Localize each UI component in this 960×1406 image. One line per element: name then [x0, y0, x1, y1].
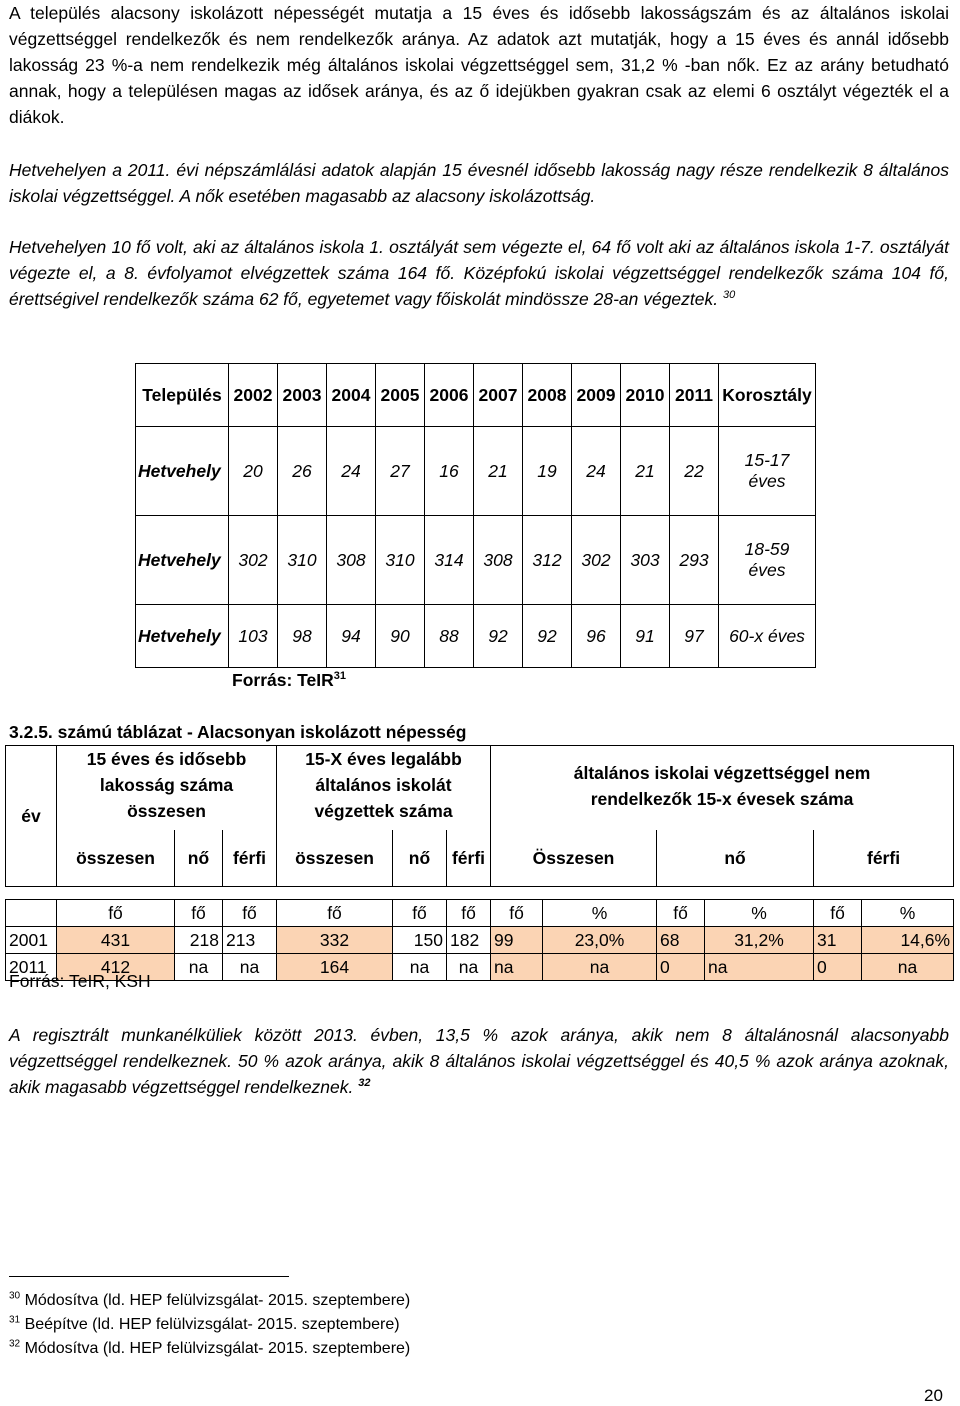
- table1-value: 16: [425, 427, 474, 516]
- table2-year: 2011: [6, 954, 57, 981]
- table2-cell: 218: [175, 927, 223, 954]
- table1-value: 103: [229, 605, 278, 668]
- table1-header-cell: 2008: [523, 364, 572, 427]
- table1-row: [136, 516, 816, 605]
- footnote-31: [9, 1316, 400, 1334]
- education-text: Hetvehelyen 10 fő volt, aki az általános iskola 1. osztályát sem végezte el, 64 fő volt aki az általános iskola 1-7. osztályát végezte el, a 8. évfolyamot elvégzettek száma 164 fő. Középfokú iskolai végzettséggel rendelkezők száma 104 fő, érettségivel rendelkezők száma 62 fő, egyetemet vagy főiskolát mindössze 28-an végeztek.: [9, 237, 949, 309]
- table2-unit: fő: [277, 900, 393, 927]
- table2-cell: 431: [57, 927, 175, 954]
- table1-value: 24: [327, 427, 376, 516]
- table1-age-group: [719, 605, 816, 668]
- unemployment-paragraph: [9, 1022, 949, 1100]
- age-line: éves: [748, 471, 786, 491]
- table2-subheader: férfi: [447, 830, 491, 887]
- table2-subheader: nő: [393, 830, 447, 887]
- table1-value: 27: [376, 427, 425, 516]
- table1-value: 302: [572, 516, 621, 605]
- table2-unit: fő: [175, 900, 223, 927]
- table2-cell: 23,0%: [543, 927, 657, 954]
- age-group-table: [135, 363, 816, 668]
- table2-unit: fő: [657, 900, 705, 927]
- intro-paragraph: A település alacsony iskolázott népességét mutatja a 15 éves és idősebb lakosságszám és az általános iskolai végzettséggel rendelkezők és nem rendelkezők aránya. Az adatok azt mutatják, hogy a 15 éves és annál idősebb lakosság 23 %-a nem rendelkezik még általános iskolai végzettséggel sem, 31,2 % -ban nők. Ez az arány betudható annak, hogy a településen magas az idősek aránya, és az ő idejükben gyakran csak az elemi 6 osztályt végezték el a diákok.: [9, 3, 949, 127]
- table2-cell: 412: [57, 954, 175, 981]
- table1-row: [136, 605, 816, 668]
- table2-data-row: [6, 927, 954, 954]
- age-line: 60-x éves: [729, 625, 805, 646]
- table2-unit: fő: [491, 900, 543, 927]
- table1-settlement: Hetvehely: [136, 516, 229, 605]
- table2-cell: na: [705, 954, 814, 981]
- table1-value: 314: [425, 516, 474, 605]
- table2-subheader: férfi: [223, 830, 277, 887]
- table2-cell: 99: [491, 927, 543, 954]
- table2-unit: %: [543, 900, 657, 927]
- table2-source: Forrás: TeIR, KSH: [9, 971, 151, 991]
- footnote-32: [9, 1340, 410, 1358]
- table2-cell: 332: [277, 927, 393, 954]
- footnote-text: Módosítva (ld. HEP felülvizsgálat- 2015. szeptembere): [24, 1292, 411, 1309]
- table2-unit-empty: [6, 900, 57, 927]
- table2-cell: 164: [277, 954, 393, 981]
- table2-unit: fő: [57, 900, 175, 927]
- table1-header-cell: 2009: [572, 364, 621, 427]
- table1-header-row: [136, 364, 816, 427]
- table1-value: 94: [327, 605, 376, 668]
- table1-header-cell: 2005: [376, 364, 425, 427]
- low-education-table: [5, 745, 954, 981]
- table2-unit: %: [862, 900, 954, 927]
- table1-header-cell: 2002: [229, 364, 278, 427]
- table2-cell: 150: [393, 927, 447, 954]
- census-paragraph: Hetvehelyen a 2011. évi népszámlálási adatok alapján 15 évesnél idősebb lakosság nagy része rendelkezik 8 általános iskolai végzettséggel. A nők esetében magasabb az alacsony iskolázottság.: [9, 160, 949, 206]
- table1-header-cell: Település: [136, 364, 229, 427]
- table1-settlement: Hetvehely: [136, 605, 229, 668]
- table1-value: 21: [621, 427, 670, 516]
- table2-cell: na: [543, 954, 657, 981]
- table2-caption: 3.2.5. számú táblázat - Alacsonyan iskolázott népesség: [9, 722, 467, 742]
- table2-subheader: Összesen: [491, 830, 657, 887]
- table1-header-cell: 2003: [278, 364, 327, 427]
- table1-header-cell: 2010: [621, 364, 670, 427]
- table1-value: 312: [523, 516, 572, 605]
- table1-header-cell: 2006: [425, 364, 474, 427]
- unemployment-text: A regisztrált munkanélküliek között 2013. évben, 13,5 % azok aránya, akik nem 8 általánosnál alacsonyabb végzettséggel rendelkeznek. 50 % azok aránya, akik 8 általános iskolai végzettséggel és 40,5 % azok aránya azoknak, akik magasabb végzettséggel rendelkeznek.: [9, 1025, 949, 1097]
- table2-group-header: általános iskolai végzettséggel nem rendelkezők 15-x évesek száma: [491, 746, 954, 831]
- table2-group-header: 15 éves és idősebb lakosság száma összesen: [57, 746, 277, 831]
- table1-value: 91: [621, 605, 670, 668]
- table1-value: 22: [670, 427, 719, 516]
- age-line: éves: [748, 560, 786, 580]
- table2-cell: 0: [657, 954, 705, 981]
- table2-subheader: összesen: [57, 830, 175, 887]
- table2-year: 2001: [6, 927, 57, 954]
- footnote-text: Beépítve (ld. HEP felülvizsgálat- 2015. szeptembere): [24, 1316, 400, 1333]
- table1-value: 92: [474, 605, 523, 668]
- table1-value: 19: [523, 427, 572, 516]
- table2-cell: 0: [814, 954, 862, 981]
- table2-unit: fő: [814, 900, 862, 927]
- table2-cell: 213: [223, 927, 277, 954]
- table1-age-group: [719, 427, 816, 516]
- footnote-ref-31: 31: [333, 670, 347, 683]
- footnote-separator: [9, 1276, 289, 1277]
- table1-value: 97: [670, 605, 719, 668]
- page-number: 20: [924, 1386, 943, 1405]
- table2-cell: na: [175, 954, 223, 981]
- table2-subheader: összesen: [277, 830, 393, 887]
- table2-cell: na: [223, 954, 277, 981]
- footnote-ref-30: 30: [723, 289, 736, 302]
- table1-value: 303: [621, 516, 670, 605]
- table2-spacer-row: [6, 887, 954, 900]
- table2-cell: na: [491, 954, 543, 981]
- table2-subheader: nő: [175, 830, 223, 887]
- table2-cell: na: [447, 954, 491, 981]
- table2-subheader-row: [6, 830, 954, 887]
- table1-value: 98: [278, 605, 327, 668]
- table2-cell: 182: [447, 927, 491, 954]
- footnote-30: [9, 1292, 410, 1310]
- table2-year-header: év: [6, 746, 57, 887]
- education-paragraph: [9, 234, 949, 312]
- footnote-text: Módosítva (ld. HEP felülvizsgálat- 2015. szeptembere): [24, 1340, 411, 1357]
- table2-units-row: [6, 900, 954, 927]
- table1-source-text: Forrás: TeIR: [232, 670, 334, 690]
- table2-unit: fő: [223, 900, 277, 927]
- table2-cell: 14,6%: [862, 927, 954, 954]
- table1-value: 310: [376, 516, 425, 605]
- table1-value: 92: [523, 605, 572, 668]
- table2-subheader: nő: [657, 830, 814, 887]
- table1-value: 26: [278, 427, 327, 516]
- table1-row: [136, 427, 816, 516]
- table2-unit: fő: [447, 900, 491, 927]
- table2-cell: na: [393, 954, 447, 981]
- table2-cell: 68: [657, 927, 705, 954]
- table2-unit: %: [705, 900, 814, 927]
- table1-value: 302: [229, 516, 278, 605]
- footnote-ref-32: 32: [358, 1077, 371, 1090]
- age-line: 18-59: [744, 539, 790, 559]
- table2-cell: 31,2%: [705, 927, 814, 954]
- table1-settlement: Hetvehely: [136, 427, 229, 516]
- table1-value: 293: [670, 516, 719, 605]
- table1-header-cell: 2004: [327, 364, 376, 427]
- table2-header-row: [6, 746, 954, 831]
- footnote-number: 31: [9, 1314, 21, 1326]
- table2-spacer: [6, 887, 954, 900]
- footnote-number: 30: [9, 1290, 21, 1302]
- table1-header-cell: 2011: [670, 364, 719, 427]
- table1-header-cell: 2007: [474, 364, 523, 427]
- table1-value: 96: [572, 605, 621, 668]
- table1-value: 21: [474, 427, 523, 516]
- table1-value: 90: [376, 605, 425, 668]
- table2-group-header: 15-X éves legalább általános iskolát végzettek száma: [277, 746, 491, 831]
- table1-value: 308: [474, 516, 523, 605]
- table1-source: [232, 670, 346, 691]
- table1-age-group: [719, 516, 816, 605]
- table1-value: 88: [425, 605, 474, 668]
- table2-cell: na: [862, 954, 954, 981]
- table1-value: 310: [278, 516, 327, 605]
- age-line: 15-17: [744, 450, 790, 470]
- footnote-number: 32: [9, 1338, 21, 1350]
- table2-subheader: férfi: [814, 830, 954, 887]
- table2-cell: 31: [814, 927, 862, 954]
- table1-value: 308: [327, 516, 376, 605]
- table1-value: 20: [229, 427, 278, 516]
- table2-unit: fő: [393, 900, 447, 927]
- table1-header-cell: Korosztály: [719, 364, 816, 427]
- table1-value: 24: [572, 427, 621, 516]
